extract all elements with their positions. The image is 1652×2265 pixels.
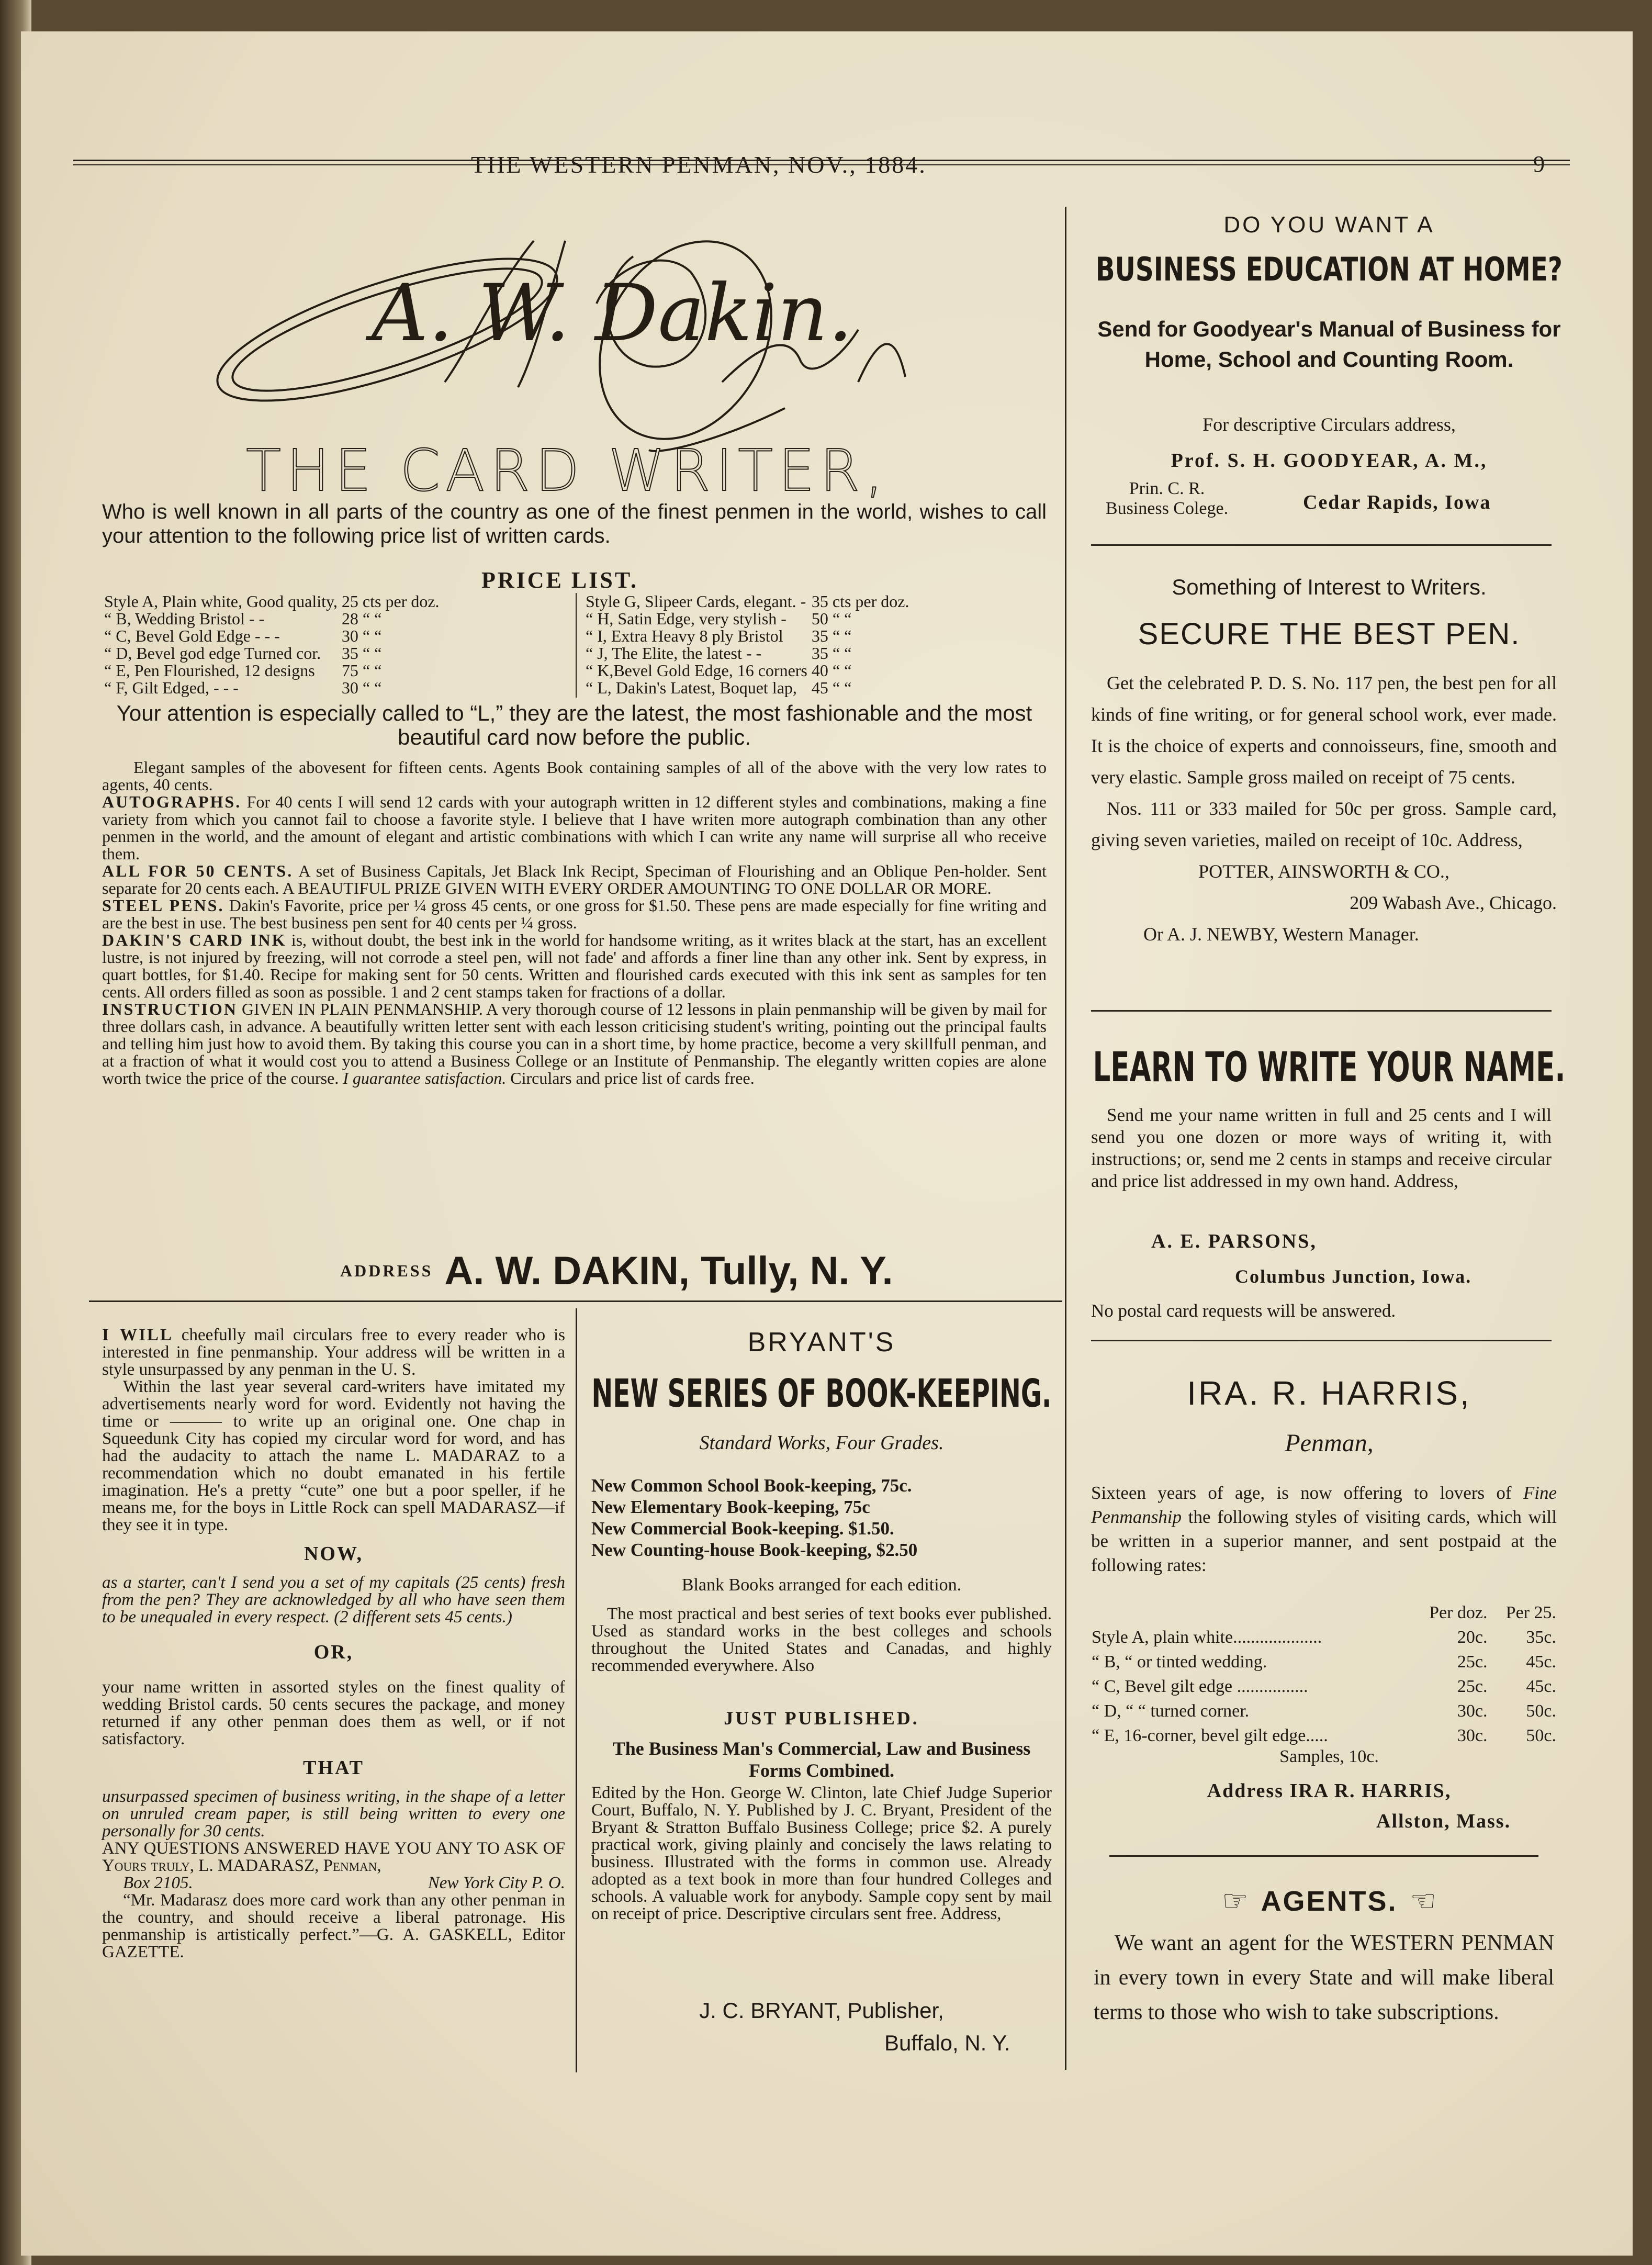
right-column-rule (1065, 207, 1066, 2070)
price-row (583, 662, 911, 679)
harris-body-b: the following styles of visiting cards, which will be written in a superior manner, and sent postpaid at the following rates: (1091, 1507, 1557, 1575)
price-divider (576, 593, 577, 698)
lower-column-rule (576, 1308, 577, 2072)
price-row (102, 610, 442, 627)
dakin-body (102, 759, 1047, 1087)
harris-p25: 45c. (1526, 1677, 1556, 1696)
price-style: “ I, Extra Heavy 8 ply Bristol (586, 626, 783, 645)
price-value: 30 “ “ (341, 678, 382, 697)
price-value: 25 cts per doz. (341, 592, 440, 611)
price-table-left (102, 593, 442, 697)
price-row (102, 662, 442, 679)
madarasz-p3: as a starter, can't I send you a set of my capitals (25 cents) fresh from the pen? They are acknowledged by all who have seen them to be unequaled in every respect. (2 different sets 45 cents.) (102, 1573, 565, 1627)
harris-header-row (1091, 1600, 1557, 1625)
bryant-book: New Commercial Book-keeping. $1.50. (591, 1518, 894, 1539)
bryant-law: The Business Man's Commercial, Law and Business Forms Combined. (612, 1738, 1031, 1781)
signature-text: A. W. Dakin. (372, 268, 853, 359)
card-ink-text: is, without doubt, the best ink in the world for handsome writing, as it writes black at the start, has an excellent lustre, is not injured by freezing, will not corrode a steel pen, will not fade' and affords a finer line than any other ink. Sent by express, in quart bottles, for $1.40. Recipe for making sent for 50 cents. Written and flourished cards executed with this ink sent as samples for ten cents. All orders filled as soon as possible. 1 and 2 cent stamps taken for fractions of a dollar. (102, 930, 1047, 1001)
madarasz-that: THAT (303, 1757, 364, 1779)
madarasz-p4: your name written in assorted styles on the finest quality of wedding Bristol cards. 50 cents secures the package, and money returned if any other penman does them as well, or if not satisfactory. (102, 1678, 565, 1748)
goodyear-circulars: For descriptive Circulars address, (1203, 414, 1456, 435)
goodyear-prin-line: Prin. C. R. (1129, 479, 1205, 498)
address-name: A. W. DAKIN, Tully, N. Y. (444, 1249, 893, 1293)
pen-body (1091, 667, 1557, 950)
goodyear-send: Send for Goodyear's Manual of Business for Home, School and Counting Room. (1097, 317, 1561, 372)
card-writer-title: THE CARD WRITER, (246, 437, 889, 504)
madarasz-lead: I WILL (102, 1326, 173, 1344)
madarasz-or: OR, (313, 1641, 354, 1663)
harris-city: Allston, Mass. (1376, 1810, 1511, 1832)
agents-headline: AGENTS. (1261, 1885, 1398, 1917)
bryant-books (591, 1475, 1052, 1561)
price-row (102, 593, 442, 610)
madarasz-p6: ANY QUESTIONS ANSWERED HAVE YOU ANY TO ASK OF Yours truly, L. MADARASZ, Penman, (102, 1839, 565, 1875)
price-style: “ E, Pen Flourished, 12 designs (104, 661, 315, 680)
harris-style: “ E, 16-corner, bevel gilt edge..... (1092, 1726, 1328, 1745)
harris-p25: 50c. (1526, 1726, 1556, 1745)
all-for-50-text: A set of Business Capitals, Jet Black Ink Recipt, Speciman of Flourishing and an Oblique Pen-holder. Sent separate for 20 cents each. A BEAUTIFUL PRIZE GIVEN WITH EVERY ORDER AMOUNTING TO ONE DOLLAR OR MORE. (102, 861, 1047, 898)
harris-body-a: Sixteen years of age, is now offering to lovers of (1091, 1483, 1512, 1503)
harris-doz: 20c. (1457, 1628, 1488, 1647)
goodyear-rule (1091, 544, 1552, 546)
harris-title: IRA. R. HARRIS, (1187, 1374, 1471, 1412)
address-label: ADDRESS (340, 1261, 433, 1280)
pointing-hand-icon: ☞ (1222, 1885, 1249, 1918)
price-value: 45 “ “ (811, 678, 852, 697)
goodyear-line1: DO YOU WANT A (1223, 212, 1435, 238)
madarasz-p5: unsurpassed specimen of business writing, in the shape of a letter on unruled cream paper, is still being written to every one personally for 30 cents. (102, 1787, 565, 1841)
dakin-address (340, 1248, 893, 1294)
harris-p25: 50c. (1526, 1701, 1556, 1721)
harris-doz: 30c. (1457, 1726, 1488, 1745)
goodyear-college: Business Colege. (1105, 499, 1229, 518)
autographs-paragraph (102, 793, 1047, 862)
price-value: 40 “ “ (811, 661, 852, 680)
bryant-sub: Standard Works, Four Grades. (699, 1432, 944, 1454)
pen-rule (1091, 1010, 1552, 1012)
goodyear-prin (1083, 479, 1251, 519)
guarantee-tail: Circulars and price list of cards free. (510, 1069, 755, 1087)
bryant-book: New Common School Book-keeping, 75c. (591, 1475, 912, 1496)
bryant-book: New Counting-house Book-keeping, $2.50 (591, 1540, 918, 1560)
dakin-bottom-rule (89, 1300, 1062, 1302)
steel-pens-text: Dakin's Favorite, price per ¼ gross 45 cents, or one gross for $1.50. These pens are made especially for fine writing and are the best in use. The best business pen sent for 40 cents per ¼ gross. (102, 896, 1047, 932)
price-style: “ D, Bevel god edge Turned cor. (104, 644, 321, 663)
parsons-body: Send me your name written in full and 25 cents and I will send you one dozen or more ways of writing it, with instructions; or, send me 2 cents in stamps and receive circular and price list addressed in my own hand. Address, (1091, 1105, 1552, 1191)
price-row (583, 645, 911, 662)
price-value: 35 “ “ (341, 644, 382, 663)
dakin-intro: Who is well known in all parts of the country as one of the finest penmen in the world, wishes to call your attention to the following price list of written cards. (102, 500, 1047, 547)
madarasz-p7 (102, 1875, 565, 1892)
price-table-right (583, 593, 911, 697)
all-for-50-paragraph (102, 862, 1047, 897)
instruction-heading: INSTRUCTION (102, 1000, 238, 1018)
agents-heading (1078, 1884, 1580, 1918)
harris-col-25: Per 25. (1505, 1603, 1556, 1622)
price-style: “ J, The Elite, the latest - - (586, 644, 762, 663)
madarasz-p1 (102, 1327, 565, 1378)
pen-company: POTTER, AINSWORTH & CO., (1198, 861, 1449, 882)
price-value: 30 “ “ (341, 626, 382, 645)
bryant-edited: Edited by the Hon. George W. Clinton, late Chief Judge Superior Court, Buffalo, N. Y. Published by J. C. Bryant, President of the Bryant & Stratton Buffalo Business College; price $2. A purely practical work, giving plainly and concisely the laws relating to business. Illustrated with the forms in common use. Already adopted as a text book in more than four hundred Colleges and schools. A valuable work for anybody. Sample copy sent by mail on receipt of price. Descriptive circulars sent free. Address, (591, 1784, 1052, 1923)
harris-body (1091, 1481, 1557, 1577)
harris-row (1091, 1723, 1557, 1748)
harris-doz: 25c. (1457, 1652, 1488, 1672)
harris-row (1091, 1674, 1557, 1699)
harris-samples: Samples, 10c. (1279, 1747, 1379, 1766)
parsons-headline (1078, 1044, 1580, 1091)
harris-style: Style A, plain white.................... (1092, 1628, 1322, 1647)
harris-row (1091, 1625, 1557, 1650)
madarasz-p2: Within the last year several card-writers have imitated my advertisements nearly word for word. Evidently not having the time or ——— to write up an original one. One chap in Squeedunk City has copied my circular word for word, and has had the audacity to attach the name L. MADARAZ to a recommendation which no doubt emanated in his fertile imagination. He's a pretty “cute” one but a poor speller, if he means me, for the boys in Little Rock can spell MADARASZ—if they see it in type. (102, 1377, 565, 1534)
price-row (102, 627, 442, 645)
price-style: “ B, Wedding Bristol - - (104, 609, 265, 628)
price-style: “ K,Bevel Gold Edge, 16 corners (586, 661, 807, 680)
steel-pens-paragraph (102, 897, 1047, 932)
goodyear-headline-text: BUSINESS EDUCATION AT HOME? (1095, 250, 1563, 288)
price-row (102, 679, 442, 697)
harris-doz: 30c. (1457, 1701, 1488, 1721)
parsons-name: A. E. PARSONS, (1151, 1230, 1317, 1252)
bryant-body: The most practical and best series of text books ever published. Used as standard works in the best colleges and schools throughout the United States and Canadas, and highly recommended everywhere. Also (591, 1605, 1052, 1675)
attention-note: Your attention is especially called to “L,” they are the latest, the most fashionable and the most beautiful card now before the public. (116, 701, 1032, 749)
harris-row (1091, 1699, 1557, 1723)
madarasz-box: Box 2105. (123, 1874, 193, 1892)
samples-paragraph: Elegant samples of the abovesent for fifteen cents. Agents Book containing samples of all of the above with the very low rates to agents, 40 cents. (102, 758, 1047, 794)
harris-row (1091, 1650, 1557, 1674)
price-value: 35 “ “ (811, 644, 852, 663)
price-row (102, 645, 442, 662)
harris-p25: 35c. (1526, 1628, 1556, 1647)
price-row (583, 679, 911, 697)
price-style: “ H, Satin Edge, very stylish - (586, 609, 786, 628)
autographs-text: For 40 cents I will send 12 cards with your autograph written in 12 different styles and combinations, making a fine variety from which you cannot fail to choose a favorite style. I believe that I have writen more autograph combination than any other penmen in the world, and the amount of elegant and artistic combinations with which I can write any name will surprise all who receive them. (102, 792, 1047, 863)
madarasz-p8: “Mr. Madarasz does more card work than any other penman in the country, and should receive a liberal patronage. His penmanship is artistically perfect.”—G. A. GASKELL, Editor GAZETTE. (102, 1891, 565, 1961)
dakin-signature-flourish (199, 209, 973, 455)
price-value: 35 cts per doz. (811, 592, 909, 611)
goodyear-name: Prof. S. H. GOODYEAR, A. M., (1171, 450, 1488, 472)
card-ink-heading: DAKIN'S CARD INK (102, 930, 287, 949)
instruction-text: GIVEN IN PLAIN PENMANSHIP. A very thorough course of 12 lessons in plain penmanship will be given by mail for three dollars cash, in advance. A beautifully written letter sent with each lesson criticising student's writing, pointing out the principal faults and telling him just how to avoid them. By taking this course you can in a short time, by home practice, become a very skillfull penman, and at a fraction of what it would cost you to attend a Business College or an Institute of Penmanship. The elegantly written copies are alone worth twice the price of the course. (102, 1000, 1047, 1087)
pen-body-1: Get the celebrated P. D. S. No. 117 pen, the best pen for all kinds of fine writing, or for general school work, ever made. It is the choice of experts and connoisseurs, fine, smooth and very elastic. Sample gross mailed on receipt of 75 cents. (1091, 672, 1557, 788)
pen-headline: SECURE THE BEST PEN. (1138, 617, 1521, 651)
madarasz-now: NOW, (304, 1543, 363, 1565)
bryant-headline (581, 1371, 1062, 1416)
price-style: “ F, Gilt Edged, - - - (104, 678, 239, 697)
parsons-city: Columbus Junction, Iowa. (1235, 1266, 1472, 1287)
bryant-publisher: J. C. BRYANT, Publisher, (699, 1998, 944, 2023)
all-for-50-heading: ALL FOR 50 CENTS. (102, 861, 294, 880)
goodyear-headline (1078, 250, 1580, 288)
pen-body-2: Nos. 111 or 333 mailed for 50c per gross. Sample card, giving seven varieties, mailed on receipt of 10c. Address, (1091, 798, 1557, 850)
guarantee-text: I guarantee satisfaction. (343, 1069, 507, 1087)
bryant-city: Buffalo, N. Y. (884, 2031, 1010, 2055)
parsons-rule (1091, 1340, 1552, 1341)
page-number: 9 (1533, 151, 1545, 177)
madarasz-p1-text: cheefully mail circulars free to every reader who is interested in fine penmanship. Your address will be written in a style unsurpassed by any penman in the U. S. (102, 1326, 565, 1379)
bryant-book: New Elementary Book-keeping, 75c (591, 1497, 870, 1517)
steel-pens-heading: STEEL PENS. (102, 896, 224, 915)
goodyear-city: Cedar Rapids, Iowa (1303, 491, 1491, 513)
parsons-note: No postal card requests will be answered. (1091, 1300, 1396, 1321)
price-value: 75 “ “ (341, 661, 382, 680)
card-ink-paragraph (102, 932, 1047, 1001)
header-rule (73, 160, 1570, 165)
harris-col-doz: Per doz. (1429, 1603, 1488, 1622)
price-row (583, 627, 911, 645)
pen-or: Or A. J. NEWBY, Western Manager. (1143, 924, 1419, 945)
harris-body-italic: Fine Penmanship (1091, 1483, 1557, 1527)
price-value: 35 “ “ (811, 626, 852, 645)
bryant-headline-text: NEW SERIES OF BOOK-KEEPING. (591, 1371, 1052, 1416)
pen-intro: Something of Interest to Writers. (1172, 575, 1487, 599)
price-value: 50 “ “ (811, 609, 852, 628)
price-style: “ L, Dakin's Latest, Boquet lap, (586, 678, 797, 697)
harris-p25: 45c. (1526, 1652, 1556, 1672)
harris-style: “ D, “ “ turned corner. (1092, 1701, 1250, 1721)
harris-rule (1109, 1855, 1538, 1857)
harris-doz: 25c. (1457, 1677, 1488, 1696)
price-value: 28 “ “ (341, 609, 382, 628)
pointing-hand-left-icon: ☜ (1410, 1885, 1436, 1918)
price-style: Style G, Slipeer Cards, elegant. - (586, 592, 806, 611)
bryant-blank: Blank Books arranged for each edition. (681, 1575, 962, 1595)
price-row (583, 610, 911, 627)
autographs-heading: AUTOGRAPHS. (102, 792, 242, 811)
harris-style: “ C, Bevel gilt edge ................ (1092, 1677, 1308, 1696)
madarasz-city: New York City P. O. (428, 1874, 565, 1892)
instruction-paragraph (102, 1001, 1047, 1087)
price-style: Style A, Plain white, Good quality, (104, 592, 338, 611)
harris-style: “ B, “ or tinted wedding. (1092, 1652, 1267, 1672)
bryant-just: JUST PUBLISHED. (724, 1708, 919, 1729)
bryant-name: BRYANT'S (747, 1327, 896, 1358)
harris-address: Address IRA R. HARRIS, (1207, 1780, 1452, 1802)
price-row (583, 593, 911, 610)
harris-price-table (1091, 1600, 1557, 1748)
agents-body: We want an agent for the WESTERN PENMAN in every town in every State and will make liberal terms to those who wish to take subscriptions. (1094, 1931, 1554, 2024)
price-style: “ C, Bevel Gold Edge - - - (104, 626, 280, 645)
harris-subtitle: Penman, (1285, 1429, 1374, 1457)
running-head: THE WESTERN PENMAN, NOV., 1884. (471, 151, 927, 178)
pen-street: 209 Wabash Ave., Chicago. (1350, 892, 1557, 913)
madarasz-ad (102, 1327, 565, 1961)
parsons-headline-text: LEARN TO WRITE YOUR NAME. (1093, 1044, 1566, 1091)
price-list-title: PRICE LIST. (481, 567, 638, 593)
